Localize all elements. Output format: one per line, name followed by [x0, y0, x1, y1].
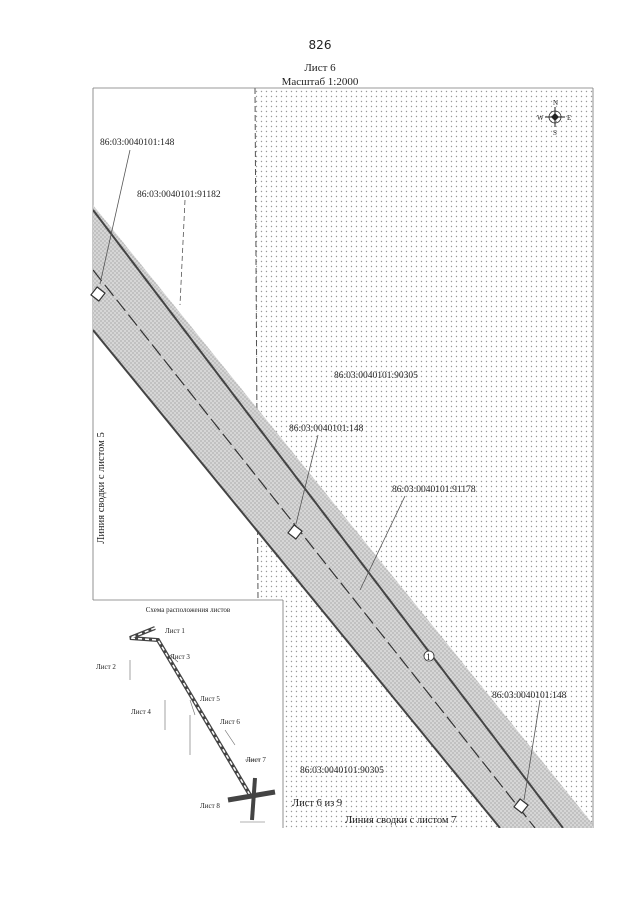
- sheet-of-label: Лист 6 из 9: [292, 798, 343, 809]
- overview-sheet-label: Лист 3: [170, 653, 190, 661]
- point-marker-label: 1: [426, 653, 431, 663]
- sheet-title: Лист 6: [304, 62, 336, 74]
- parcel-label: 86:03:0040101:148: [289, 424, 364, 434]
- compass-e: E: [567, 114, 572, 122]
- overview-sheet-label: Лист 5: [200, 695, 220, 703]
- leader-line: [180, 200, 185, 305]
- join-line-bottom-label: Линия сводки с листом 7: [345, 815, 457, 826]
- join-line-left-label: Линия сводки с листом 5: [96, 432, 107, 544]
- map-scale: Масштаб 1:2000: [281, 76, 359, 88]
- parcel-label: 86:03:0040101:91178: [392, 485, 476, 495]
- overview-sheet-label: Лист 4: [131, 708, 151, 716]
- parcel-label: 86:03:0040101:148: [492, 691, 567, 701]
- compass-w: W: [537, 114, 544, 122]
- compass-s: S: [553, 129, 557, 137]
- parcel-label: 86:03:0040101:90305: [334, 371, 418, 381]
- overview-sheet-label: Лист 7: [246, 756, 266, 764]
- parcel-label: 86:03:0040101:148: [100, 138, 175, 148]
- overview-sheet-label: Лист 2: [96, 663, 116, 671]
- overview-sheet-label: Лист 8: [200, 802, 220, 810]
- page-number: 826: [308, 38, 332, 52]
- parcel-label: 86:03:0040101:91182: [137, 190, 221, 200]
- overview-sheet-label: Лист 6: [220, 718, 240, 726]
- parcel-label: 86:03:0040101:90305: [300, 766, 384, 776]
- overview-sheet-label: Лист 1: [165, 627, 185, 635]
- overview-title: Схема расположения листов: [145, 606, 231, 614]
- compass-n: N: [553, 99, 559, 107]
- overview-inset: [93, 600, 283, 828]
